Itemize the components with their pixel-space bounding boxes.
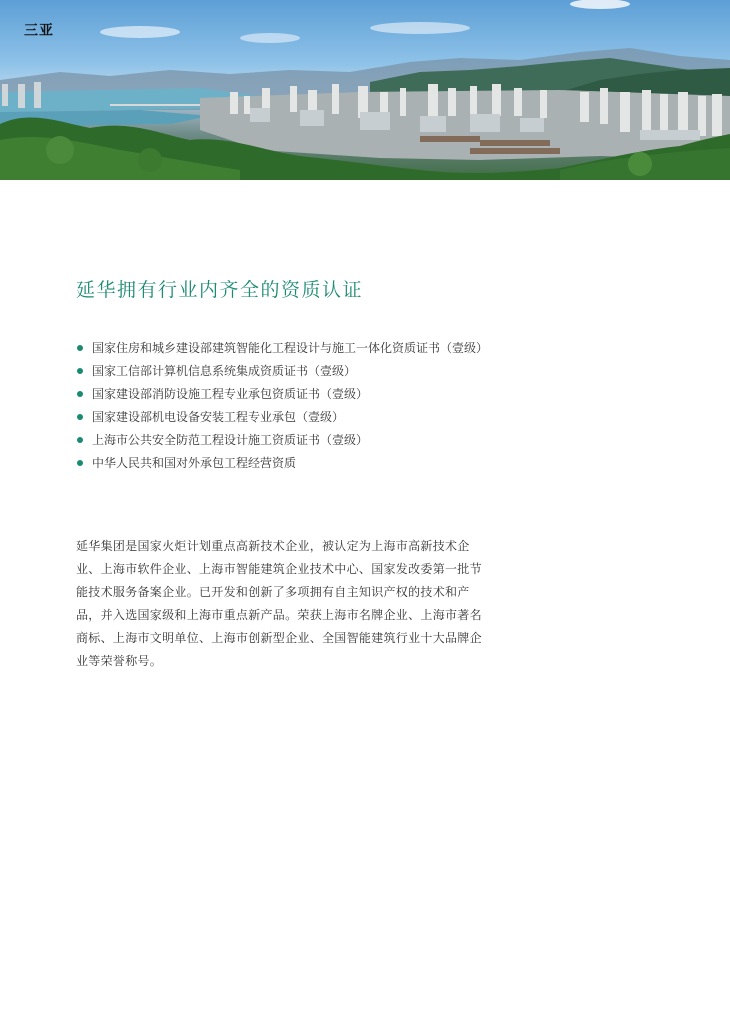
certification-text: 国家工信部计算机信息系统集成资质证书（壹级） (92, 364, 357, 378)
city-panorama-image (0, 0, 730, 180)
certification-item (76, 383, 488, 406)
certification-item (76, 452, 488, 475)
certification-text: 中华人民共和国对外承包工程经营资质 (92, 456, 297, 470)
bullet-dot-icon (77, 391, 83, 397)
certification-text: 上海市公共安全防范工程设计施工资质证书（壹级） (92, 433, 369, 447)
city-panorama-banner (0, 0, 730, 180)
section-heading: 延华拥有行业内齐全的资质认证 (76, 279, 364, 301)
certification-text: 国家建设部机电设备安装工程专业承包（壹级） (92, 410, 345, 424)
company-intro-paragraph: 延华集团是国家火炬计划重点高新技术企业，被认定为上海市高新技术企业、上海市软件企业、上海市智能建筑企业技术中心、国家发改委第一批节能技术服务备案企业。已开发和创新了多项拥有自主知识产权的技术和产品，并入选国家级和上海市重点新产品。荣获上海市名牌企业、上海市著名商标、上海市文明单位、上海市创新型企业、全国智能建筑行业十大品牌企业等荣誉称号。 (76, 539, 482, 668)
certification-item (76, 360, 488, 383)
bullet-dot-icon (77, 460, 83, 466)
bullet-dot-icon (77, 368, 83, 374)
certification-text: 国家住房和城乡建设部建筑智能化工程设计与施工一体化资质证书（壹级） (92, 341, 489, 355)
certification-list (76, 337, 488, 475)
bullet-dot-icon (77, 437, 83, 443)
certification-item (76, 406, 488, 429)
bullet-dot-icon (77, 414, 83, 420)
certification-text: 国家建设部消防设施工程专业承包资质证书（壹级） (92, 387, 369, 401)
certification-item (76, 429, 488, 452)
certification-item (76, 337, 488, 360)
location-label: 三亚 (24, 23, 54, 39)
bullet-dot-icon (77, 345, 83, 351)
